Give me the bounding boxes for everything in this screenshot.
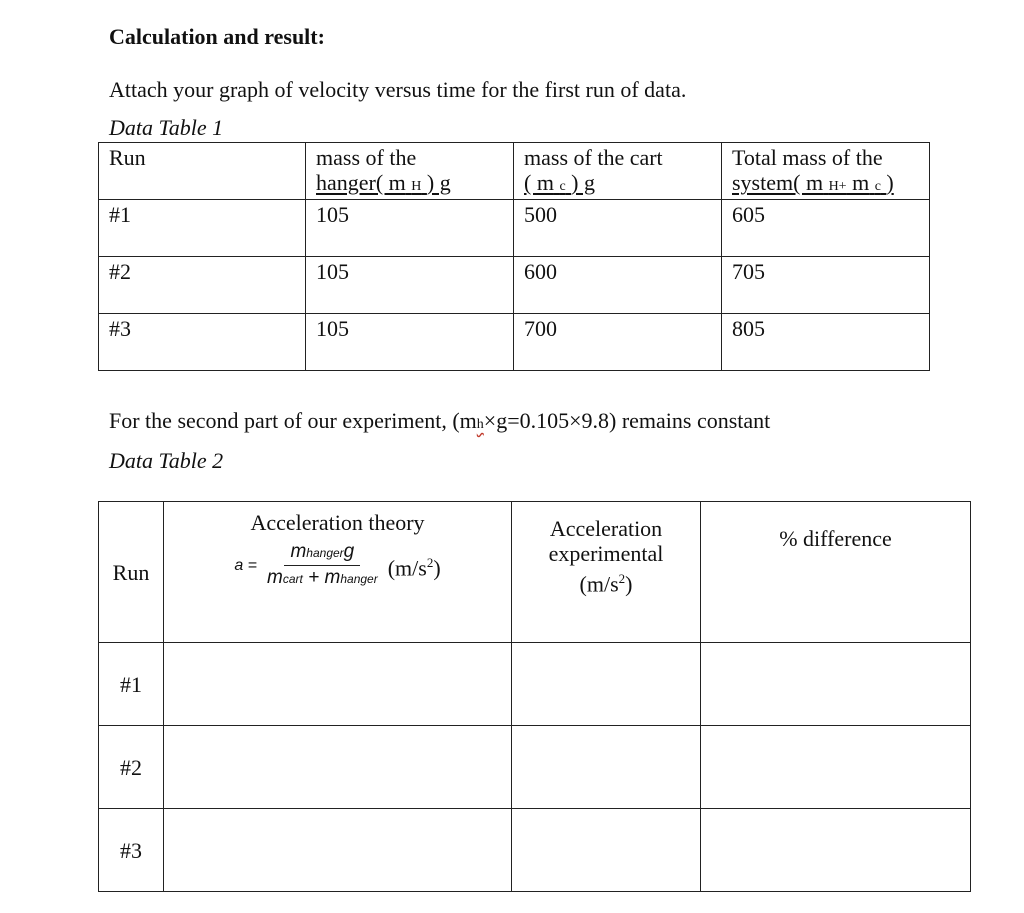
table2-header-run: Run	[99, 502, 164, 643]
table2-cell-run: #2	[99, 726, 164, 809]
table2-cell-theory[interactable]	[164, 726, 512, 809]
table1-cell-cart: 500	[514, 200, 722, 257]
acceleration-formula: a = $\frac{\text{mhangerg}}{\text{mcart + mhanger}}$ $(m/s^2)$	[234, 541, 441, 588]
data-table-1	[98, 142, 930, 371]
intro-text: Attach your graph of velocity versus time for the first run of data.	[109, 77, 687, 102]
table-row	[99, 314, 930, 371]
table-row	[99, 809, 971, 892]
table1-cell-run: #1	[99, 200, 306, 257]
table1-cell-cart: 700	[514, 314, 722, 371]
table2-cell-theory[interactable]	[164, 643, 512, 726]
table2-cell-experimental[interactable]	[512, 726, 701, 809]
table1-cell-cart: 600	[514, 257, 722, 314]
table2-cell-run: #3	[99, 809, 164, 892]
table2-header-difference: % difference	[701, 502, 971, 643]
table-row	[99, 200, 930, 257]
table1-cell-total: 605	[722, 200, 930, 257]
table2-header-theory	[164, 502, 512, 643]
table1-cell-total: 705	[722, 257, 930, 314]
table1-cell-hanger: 105	[306, 314, 514, 371]
section-heading: Calculation and result:	[109, 24, 325, 49]
table2-cell-difference[interactable]	[701, 726, 971, 809]
table1-cell-hanger: 105	[306, 257, 514, 314]
table1-header-total: Total mass of the system( m H+ m c )	[722, 143, 930, 200]
table2-header-row	[99, 502, 971, 643]
table2-cell-experimental[interactable]	[512, 809, 701, 892]
table1-header-run: Run	[99, 143, 306, 200]
table1-cell-run: #3	[99, 314, 306, 371]
table2-cell-difference[interactable]	[701, 809, 971, 892]
table-row	[99, 257, 930, 314]
table2-cell-difference[interactable]	[701, 643, 971, 726]
table2-cell-experimental[interactable]	[512, 643, 701, 726]
table1-cell-run: #2	[99, 257, 306, 314]
table1-header-cart: mass of the cart ( m c ) g	[514, 143, 722, 200]
data-table-2	[98, 501, 971, 892]
table-row	[99, 726, 971, 809]
table1-header-row	[99, 143, 930, 200]
table1-cell-total: 805	[722, 314, 930, 371]
table2-header-experimental: Acceleration experimental $(m/s^2)$	[512, 502, 701, 643]
theory-title: Acceleration theory	[250, 510, 425, 535]
table-row	[99, 643, 971, 726]
table2-caption: Data Table 2	[109, 448, 224, 473]
table2-cell-run: #1	[99, 643, 164, 726]
table1-header-hanger: mass of the hanger( m H ) g	[306, 143, 514, 200]
second-part-text: For the second part of our experiment, (mh×g=0.105×9.8) remains constant	[109, 408, 771, 433]
table1-cell-hanger: 105	[306, 200, 514, 257]
table2-cell-theory[interactable]	[164, 809, 512, 892]
table1-caption: Data Table 1	[109, 115, 224, 140]
